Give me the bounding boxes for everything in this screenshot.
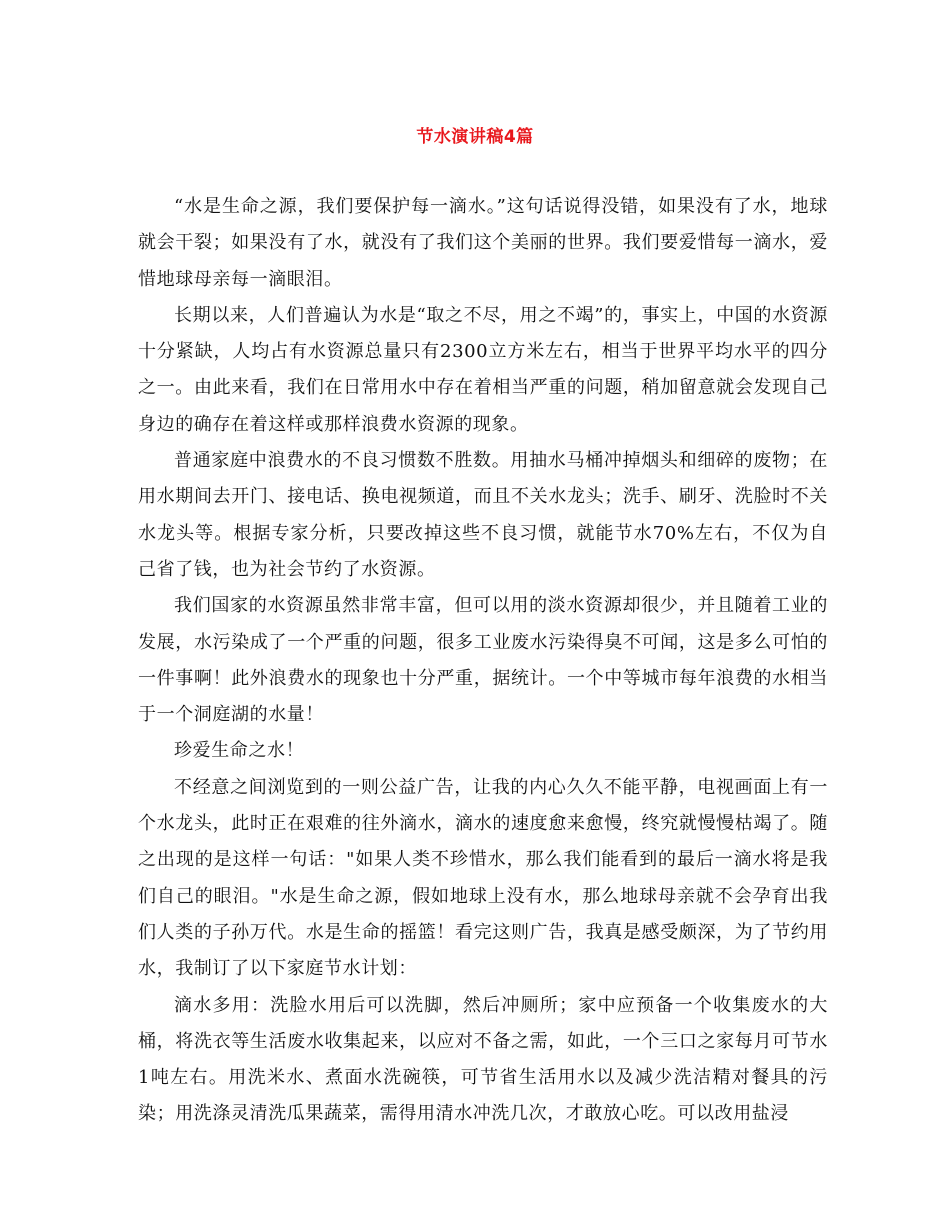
document-body xyxy=(138,189,828,1133)
document-title: 节水演讲稿4篇 xyxy=(416,127,534,147)
paragraph-3: 普通家庭中浪费水的不良习惯数不胜数。用抽水马桶冲掉烟头和细碎的废物；在用水期间去开门、接电话、换电视频道，而且不关水龙头；洗手、刷牙、洗脸时不关水龙头等。根据专家分析，只要改掉这些不良习惯，就能节水70%左右，不仅为自己省了钱，也为社会节约了水资源。 xyxy=(138,450,828,580)
paragraph-6: 不经意之间浏览到的一则公益广告，让我的内心久久不能平静，电视画面上有一个水龙头，此时正在艰难的往外滴水，滴水的速度愈来愈慢，终究就慢慢枯竭了。随之出现的是这样一句话："如果人类不珍惜水，那么我们能看到的最后一滴水将是我们自己的眼泪。"水是生命之源，假如地球上没有水，那么地球母亲就不会孕育出我们人类的子孙万代。水是生命的摇篮！看完这则广告，我真是感受颇深，为了节约用水，我制订了以下家庭节水计划： xyxy=(138,776,828,980)
paragraph-5: 珍爱生命之水！ xyxy=(174,740,305,762)
paragraph-2: 长期以来，人们普遍认为水是“取之不尽，用之不竭”的，事实上，中国的水资源十分紧缺，人均占有水资源总量只有2300立方米左右，相当于世界平均水平的四分之一。由此来看，我们在日常用水中存在着相当严重的问题，稍加留意就会发现自己身边的确存在着这样或那样浪费水资源的现象。 xyxy=(138,304,828,435)
paragraph-7: 滴水多用：洗脸水用后可以洗脚，然后冲厕所；家中应预备一个收集废水的大桶，将洗衣等生活废水收集起来，以应对不备之需，如此，一个三口之家每月可节水1吨左右。用洗米水、煮面水洗碗筷，可节省生活用水以及减少洗洁精对餐具的污染；用洗涤灵清洗瓜果蔬菜，需得用清水冲洗几次，才敢放心吃。可以改用盐浸 xyxy=(138,994,828,1125)
paragraph-4: 我们国家的水资源虽然非常丰富，但可以用的淡水资源却很少，并且随着工业的发展，水污染成了一个严重的问题，很多工业废水污染得臭不可闻，这是多么可怕的一件事啊！此外浪费水的现象也十分严重，据统计。一个中等城市每年浪费的水相当于一个洞庭湖的水量！ xyxy=(138,595,828,726)
paragraph-1: “水是生命之源，我们要保护每一滴水。”这句话说得没错，如果没有了水，地球就会干裂；如果没有了水，就没有了我们这个美丽的世界。我们要爱惜每一滴水，爱惜地球母亲每一滴眼泪。 xyxy=(138,196,828,290)
